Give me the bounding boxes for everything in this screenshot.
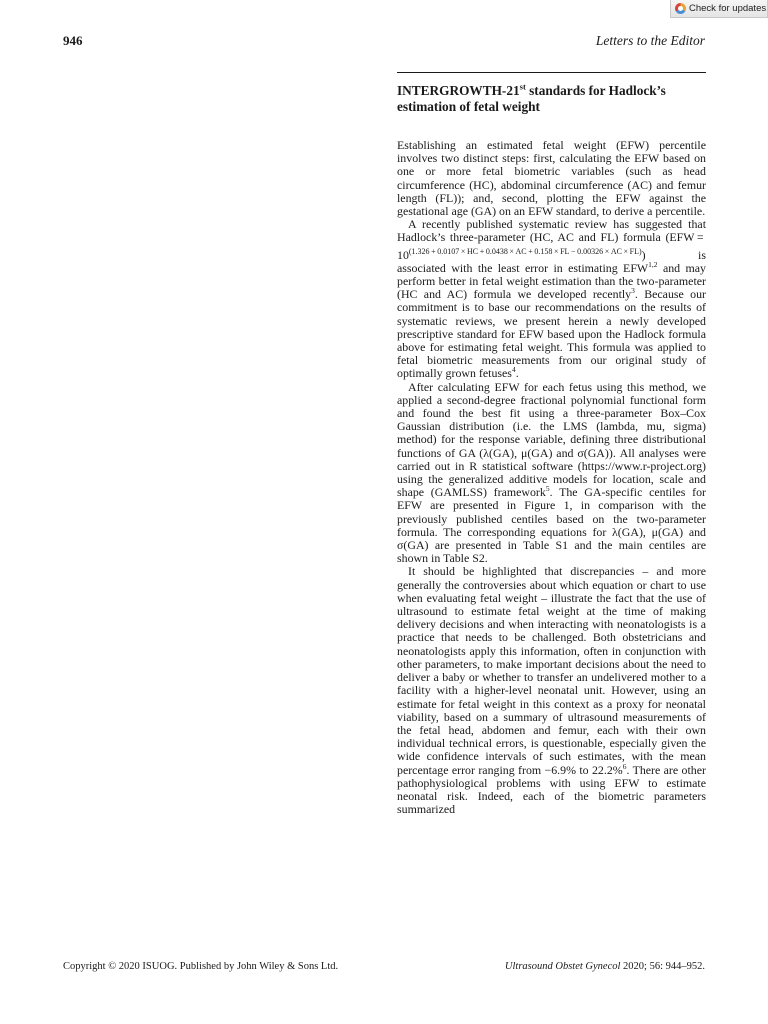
title-rule	[397, 72, 706, 73]
paragraph-4	[397, 565, 706, 816]
copyright-footer: Copyright © 2020 ISUOG. Published by John Wiley & Sons Ltd.	[63, 961, 339, 972]
reference-link[interactable]: 4	[511, 365, 516, 375]
p2-text-e: .	[515, 366, 519, 381]
paragraph-3	[397, 381, 706, 566]
crossmark-icon	[675, 3, 686, 14]
p2-text-a: A recently published systematic review has suggested that Hadlock’s three-parameter (HC, AC and FL) formula (EFW = 10	[397, 217, 706, 262]
p2-text-d: . Because our commitment is to base our recommendations on the results of systematic reviews, we present herein a newly developed prescriptive standard for EFW based upon the Hadlock formula above for estimating fetal weight. This formula was applied to fetal biometric measurements from our original study of optimally grown fetuses	[397, 287, 706, 381]
p3-text-b: . The GA-specific centiles for EFW are presented in Figure 1, in comparison with the previously published centiles based on the two-parameter formula. The corresponding equations for λ(GA), μ(GA) and σ(GA) are presented in Table S1 and the main centiles are shown in Table S2.	[397, 485, 707, 566]
p3-text-a: After calculating EFW for each fetus using this method, we applied a second-degree fractional polynomial functional form and found the best fit using a three-parameter Box–Cox Gaussian distribution (i.e. the LMS (lambda, mu, sigma) method) for the response variable, defining three distributional functions of GA (λ(GA), μ(GA) and σ(GA)). All analyses were carried out in R statistical software (https://www.r-project.org) using the generalized additive models for location, scale and shape (GAMLSS) framework	[397, 379, 706, 500]
check-for-updates-button[interactable]	[670, 0, 768, 18]
p2-text-b: ) is associated with the least error in estimating EFW	[397, 247, 706, 275]
reference-link[interactable]: 5	[545, 484, 550, 494]
p4-text-a: It should be highlighted that discrepancies – and more generally the controversies about which equation or chart to use when evaluating fetal weight – illustrate the fact that the use of ultrasound to estimate fetal weight at the time of making delivery decisions and when interacting with neonatologists is a practice that needs to be challenged. Both obstetricians and neonatologists apply this information, often in conjunction with other parameters, to make important decisions about the need to deliver a baby or whether to transfer an undelivered mother to a facility with a higher-level neonatal unit. However, using an estimate for fetal weight in this context as a proxy for neonatal viability, based on a summary of ultrasound measurements of the fetal head, abdomen and femur, each with their own individual technical errors, is questionable, especially given the wide confidence intervals of such estimates, with the mean percentage error ranging from −6.9% to 22.2%	[397, 564, 706, 777]
p2-text-c: and may perform better in fetal weight estimation than the two-parameter (HC and AC) formula we developed recently	[397, 260, 706, 302]
p4-text-b: . There are other pathophysiological problems with using EFW to estimate neonatal risk. Indeed, each of the biometric parameters summarized	[397, 762, 706, 817]
hadlock-formula-exponent: (1.326 + 0.0107 × HC + 0.0438 × AC + 0.158 × FL − 0.00326 × AC × FL)	[408, 246, 642, 256]
journal-citation: 2020; 56: 944–952.	[620, 961, 705, 972]
title-superscript: st	[519, 81, 526, 92]
paragraph-2	[397, 218, 706, 380]
article-title	[397, 83, 706, 114]
running-head: Letters to the Editor	[595, 33, 705, 48]
journal-name: Ultrasound Obstet Gynecol	[504, 961, 621, 972]
title-text-part2: standards for Hadlock’s estimation of fetal weight	[397, 83, 666, 114]
reference-link[interactable]: 6	[622, 761, 627, 771]
reference-link[interactable]: 3	[631, 286, 635, 296]
check-for-updates-label: Check for updates	[689, 3, 767, 14]
page-number: 946	[63, 33, 83, 48]
citation-footer	[505, 961, 705, 972]
paragraph-1: Establishing an estimated fetal weight (EFW) percentile involves two distinct steps: first, calculating the EFW based on one or more fetal biometric variables (such as head circumference (HC), abdominal circumference (AC) and femur length (FL)); and, second, plotting the EFW against the gestational age (GA) on an EFW standard, to derive a percentile.	[397, 138, 706, 219]
article-body	[397, 139, 706, 816]
title-text-part1: INTERGROWTH-21	[397, 83, 520, 98]
reference-link[interactable]: 1,2	[648, 259, 658, 269]
letter-article	[397, 72, 706, 816]
